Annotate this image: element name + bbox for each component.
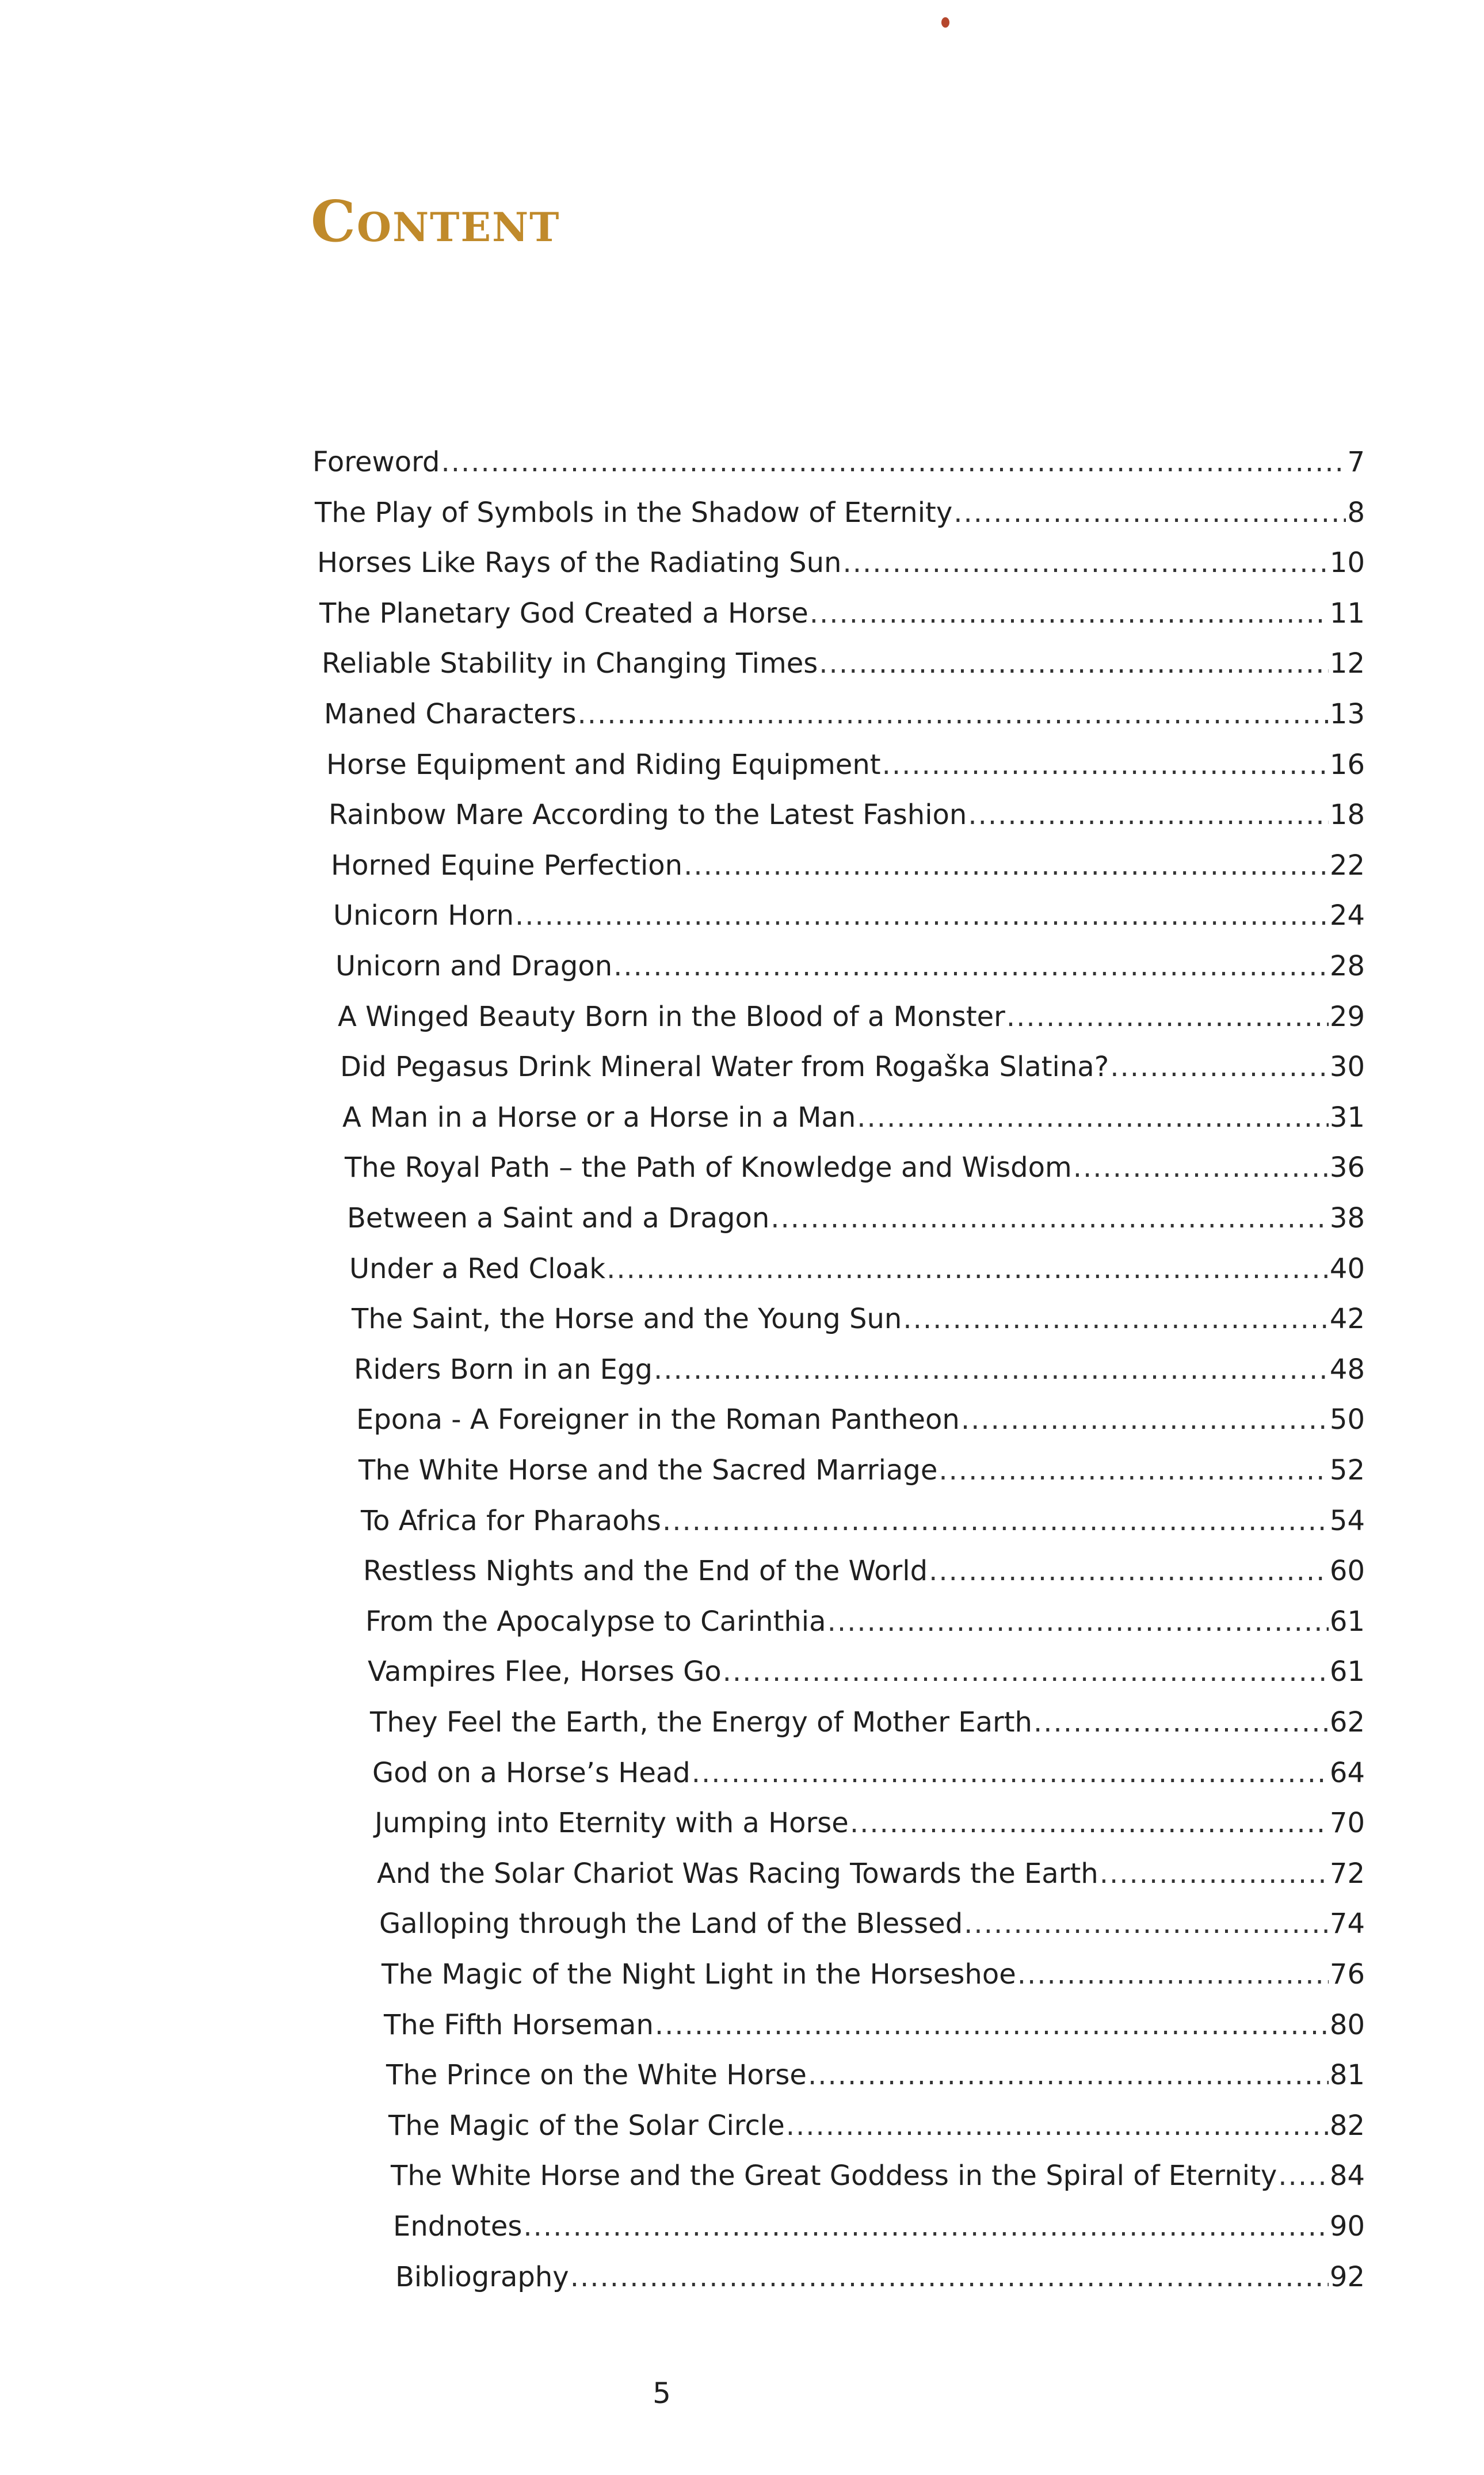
toc-entry-page: 31 [1329, 1101, 1365, 1134]
toc-entry-title: Endnotes [393, 2210, 522, 2243]
dot-leader [903, 1300, 1329, 1338]
toc-entry-page: 84 [1329, 2160, 1365, 2192]
toc-entry [326, 746, 1365, 784]
toc-entry [356, 1401, 1365, 1439]
toc-entry-title: Restless Nights and the End of the World [363, 1555, 928, 1588]
toc-entry [345, 1149, 1365, 1187]
toc-entry [382, 1955, 1365, 1993]
toc-entry [363, 1552, 1365, 1590]
toc-entry [338, 998, 1365, 1036]
toc-entry [354, 1351, 1365, 1389]
toc-entry-page: 74 [1329, 1908, 1365, 1940]
toc-entry-page: 28 [1329, 950, 1365, 982]
toc-entry [395, 2258, 1365, 2296]
toc-entry [365, 1603, 1365, 1641]
dot-leader [662, 1502, 1329, 1540]
toc-entry-title: Epona - A Foreigner in the Roman Pantheon [356, 1404, 960, 1436]
dot-leader [1033, 1703, 1329, 1741]
toc-entry-page: 16 [1329, 748, 1365, 781]
toc-entry [370, 1703, 1365, 1741]
toc-entry-title: And the Solar Chariot Was Racing Towards the Earth [377, 1857, 1098, 1890]
dot-leader [964, 1905, 1329, 1943]
toc-entry-title: Riders Born in an Egg [354, 1353, 653, 1386]
toc-entry [375, 1804, 1365, 1842]
toc-entry-page: 29 [1329, 1000, 1365, 1033]
toc-entry-page: 10 [1329, 547, 1365, 579]
toc-entry [368, 1653, 1365, 1691]
toc-entry-page: 24 [1329, 899, 1365, 932]
toc-entry [322, 645, 1365, 682]
toc-entry [335, 947, 1365, 985]
toc-entry-page: 8 [1347, 496, 1365, 529]
toc-entry-page: 13 [1329, 698, 1365, 730]
toc-entry [347, 1199, 1365, 1237]
dot-leader [1100, 1855, 1329, 1893]
dot-leader [827, 1603, 1329, 1641]
dot-leader [515, 897, 1329, 935]
toc-entry-page: 18 [1329, 799, 1365, 832]
toc-entry-page: 64 [1329, 1756, 1365, 1789]
dot-leader [953, 494, 1346, 532]
toc-entry [377, 1855, 1365, 1893]
toc-entry-page: 80 [1329, 2008, 1365, 2041]
toc-entry-page: 48 [1329, 1353, 1365, 1386]
toc-entry-title: The Play of Symbols in the Shadow of Eternity [315, 496, 953, 529]
toc-entry [324, 695, 1365, 733]
toc-entry [342, 1099, 1365, 1137]
dot-leader [692, 1754, 1329, 1792]
dot-leader [441, 443, 1346, 481]
toc-entry-page: 90 [1329, 2210, 1365, 2243]
toc-entry-title: Horned Equine Perfection [331, 849, 683, 882]
toc-entry [312, 443, 1365, 481]
toc-entry-page: 40 [1329, 1252, 1365, 1285]
toc-entry [319, 594, 1365, 632]
dot-leader [929, 1552, 1329, 1590]
toc-entry-title: Horses Like Rays of the Radiating Sun [317, 547, 842, 579]
dot-leader [1278, 2157, 1329, 2195]
toc-entry-page: 12 [1329, 647, 1365, 680]
toc-entry-page: 70 [1329, 1807, 1365, 1840]
toc-entry-title: Galloping through the Land of the Blessed [379, 1908, 963, 1940]
dot-leader [655, 2006, 1329, 2044]
toc-entry [372, 1754, 1365, 1792]
toc-entry [384, 2006, 1365, 2044]
toc-entry-title: Unicorn and Dragon [335, 950, 613, 982]
toc-entry-title: God on a Horse’s Head [372, 1756, 691, 1789]
toc-entry-page: 81 [1329, 2059, 1365, 2092]
dot-leader [1073, 1149, 1329, 1187]
toc-entry-page: 60 [1329, 1555, 1365, 1588]
toc-entry-title: The Magic of the Solar Circle [388, 2109, 785, 2142]
toc-entry-page: 42 [1329, 1303, 1365, 1336]
dot-leader [570, 2258, 1329, 2296]
toc-entry-title: Under a Red Cloak [349, 1252, 606, 1285]
page-number: 5 [653, 2377, 671, 2410]
dot-leader [606, 1250, 1329, 1288]
dot-leader [786, 2107, 1329, 2145]
toc-entry-title: The Magic of the Night Light in the Horseshoe [382, 1958, 1016, 1990]
toc-entry-page: 22 [1329, 849, 1365, 882]
toc-entry [358, 1451, 1365, 1489]
toc-entry-title: The Royal Path – the Path of Knowledge and Wisdom [345, 1151, 1072, 1184]
toc-entry-page: 7 [1347, 446, 1365, 478]
toc-entry-title: The Prince on the White Horse [386, 2059, 807, 2092]
dot-leader [770, 1199, 1329, 1237]
toc-entry [317, 544, 1365, 582]
toc-entry-title: Reliable Stability in Changing Times [322, 647, 818, 680]
toc-entry [386, 2056, 1365, 2094]
toc-entry-title: The White Horse and the Great Goddess in the Spiral of Eternity [391, 2160, 1277, 2192]
toc-entry [352, 1300, 1365, 1338]
toc-entry-title: Jumping into Eternity with a Horse [375, 1807, 849, 1840]
dot-leader [654, 1351, 1329, 1389]
toc-entry-title: Rainbow Mare According to the Latest Fashion [329, 799, 967, 832]
dot-leader [857, 1099, 1329, 1137]
toc-entry-title: Maned Characters [324, 698, 577, 730]
toc-entry-page: 30 [1329, 1051, 1365, 1084]
toc-entry [333, 897, 1365, 935]
dot-leader [1110, 1048, 1329, 1086]
toc-entry-page: 72 [1329, 1857, 1365, 1890]
toc-entry-page: 61 [1329, 1656, 1365, 1688]
dot-leader [819, 645, 1329, 682]
page-title: Content [311, 189, 560, 255]
toc-entry-title: They Feel the Earth, the Energy of Mother Earth [370, 1706, 1032, 1738]
toc-entry-page: 82 [1329, 2109, 1365, 2142]
toc-entry-title: Unicorn Horn [333, 899, 514, 932]
toc-entry [391, 2157, 1365, 2195]
dot-leader [1017, 1955, 1329, 1993]
toc-entry-title: A Man in a Horse or a Horse in a Man [342, 1101, 856, 1134]
dot-leader [523, 2207, 1329, 2245]
toc-entry-title: Horse Equipment and Riding Equipment [326, 748, 881, 781]
toc-entry-title: Bibliography [395, 2260, 569, 2293]
toc-entry-title: Did Pegasus Drink Mineral Water from Rogaška Slatina? [340, 1051, 1109, 1084]
toc-entry-title: Foreword [312, 446, 440, 478]
toc-entry-title: The Fifth Horseman [384, 2008, 654, 2041]
dot-leader [842, 544, 1328, 582]
dot-leader [939, 1451, 1329, 1489]
toc-entry-title: The White Horse and the Sacred Marriage [358, 1454, 938, 1486]
toc-entry [349, 1250, 1365, 1288]
toc-entry-page: 92 [1329, 2260, 1365, 2293]
dot-leader [684, 846, 1329, 884]
dot-leader [613, 947, 1329, 985]
toc-entry-title: To Africa for Pharaohs [361, 1504, 661, 1537]
toc-entry-page: 38 [1329, 1202, 1365, 1234]
dot-leader [961, 1401, 1329, 1439]
dot-leader [850, 1804, 1329, 1842]
toc-entry [315, 494, 1365, 532]
toc-entry [329, 796, 1365, 834]
toc-entry-title: A Winged Beauty Born in the Blood of a Monster [338, 1000, 1005, 1033]
toc-entry [340, 1048, 1365, 1086]
toc-entry-title: Between a Saint and a Dragon [347, 1202, 770, 1234]
dot-leader [882, 746, 1329, 784]
toc-entry-page: 52 [1329, 1454, 1365, 1486]
dot-leader [1006, 998, 1329, 1036]
toc-entry-title: Vampires Flee, Horses Go [368, 1656, 722, 1688]
toc-entry [388, 2107, 1365, 2145]
toc-entry-page: 76 [1329, 1958, 1365, 1990]
toc-entry [331, 846, 1365, 884]
toc-entry [393, 2207, 1365, 2245]
toc-entry-title: The Planetary God Created a Horse [319, 597, 808, 630]
dot-leader [968, 796, 1329, 834]
toc-entry-page: 50 [1329, 1404, 1365, 1436]
toc-entry [361, 1502, 1365, 1540]
dot-leader [578, 695, 1329, 733]
toc-entry-title: The Saint, the Horse and the Young Sun [352, 1303, 902, 1336]
toc-entry-page: 62 [1329, 1706, 1365, 1738]
toc-entry-page: 61 [1329, 1605, 1365, 1638]
toc-entry-page: 11 [1329, 597, 1365, 630]
toc-entry [379, 1905, 1365, 1943]
toc-entry-page: 36 [1329, 1151, 1365, 1184]
toc-entry-title: From the Apocalypse to Carinthia [365, 1605, 826, 1638]
toc-entry-page: 54 [1329, 1504, 1365, 1537]
dot-leader [810, 594, 1329, 632]
dot-leader [808, 2056, 1329, 2094]
dot-leader [723, 1653, 1329, 1691]
